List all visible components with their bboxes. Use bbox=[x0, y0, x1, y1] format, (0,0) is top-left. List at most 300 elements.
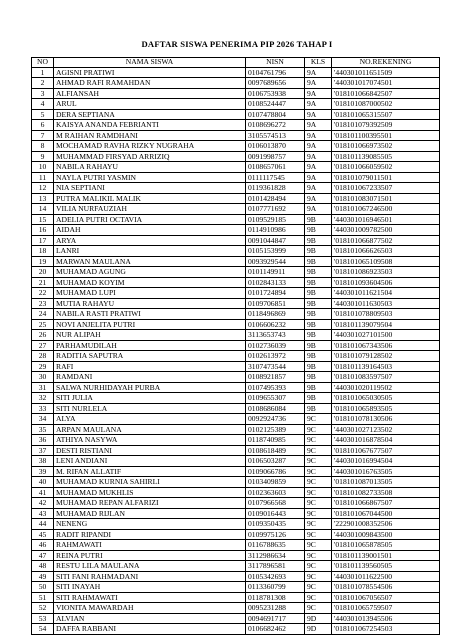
student-class: 9A bbox=[305, 172, 332, 183]
student-class: 9B bbox=[305, 277, 332, 288]
student-class: 9B bbox=[305, 246, 332, 257]
table-row bbox=[32, 561, 440, 572]
account-number: '018101083597507 bbox=[332, 372, 440, 383]
row-number: 34 bbox=[32, 414, 54, 425]
row-number: 54 bbox=[32, 624, 54, 635]
row-number: 30 bbox=[32, 372, 54, 383]
student-name: NAYLA PUTRI YASMIN bbox=[54, 172, 246, 183]
student-nisn: 0104761796 bbox=[246, 67, 305, 78]
student-class: 9C bbox=[305, 592, 332, 603]
student-nisn: 3105574513 bbox=[246, 130, 305, 141]
column-header-class: KLS bbox=[305, 58, 332, 68]
account-number: '018101087013505 bbox=[332, 477, 440, 488]
column-header-name: NAMA SISWA bbox=[54, 58, 246, 68]
table-row bbox=[32, 435, 440, 446]
student-name: MUHAMAD REPAN ALFARIZI bbox=[54, 498, 246, 509]
row-number: 52 bbox=[32, 603, 54, 614]
table-row bbox=[32, 466, 440, 477]
row-number: 1 bbox=[32, 67, 54, 78]
student-name: ARUL bbox=[54, 99, 246, 110]
student-nisn: 0102363603 bbox=[246, 487, 305, 498]
row-number: 12 bbox=[32, 183, 54, 194]
student-class: 9A bbox=[305, 162, 332, 173]
student-name: MOCHAMAD RAVHA RIZKY NUGRAHA bbox=[54, 141, 246, 152]
student-nisn: 3112986634 bbox=[246, 550, 305, 561]
student-name: NIA SEPTIANI bbox=[54, 183, 246, 194]
row-number: 53 bbox=[32, 613, 54, 624]
student-class: 9B bbox=[305, 298, 332, 309]
student-name: REINA PUTRI bbox=[54, 550, 246, 561]
account-number: '440301027101500 bbox=[332, 330, 440, 341]
student-class: 9B bbox=[305, 372, 332, 383]
account-number: '018101065759507 bbox=[332, 603, 440, 614]
student-nisn: 0103409859 bbox=[246, 477, 305, 488]
account-number: '018101139085505 bbox=[332, 151, 440, 162]
table-row bbox=[32, 529, 440, 540]
student-class: 9C bbox=[305, 424, 332, 435]
student-class: 9C bbox=[305, 603, 332, 614]
student-nisn: 0102613972 bbox=[246, 351, 305, 362]
document-title: DAFTAR SISWA PENERIMA PIP 2026 TAHAP I bbox=[141, 39, 333, 49]
student-class: 9A bbox=[305, 130, 332, 141]
student-class: 9B bbox=[305, 403, 332, 414]
student-name: ATHIYA NASYWA bbox=[54, 435, 246, 446]
table-row bbox=[32, 88, 440, 99]
table-row bbox=[32, 540, 440, 551]
account-number: '018101082733508 bbox=[332, 487, 440, 498]
table-row bbox=[32, 109, 440, 120]
table-row bbox=[32, 519, 440, 530]
student-nisn: 0106606232 bbox=[246, 319, 305, 330]
row-number: 16 bbox=[32, 225, 54, 236]
student-nisn: 0109350435 bbox=[246, 519, 305, 530]
student-name: ALFIANSAH bbox=[54, 88, 246, 99]
student-name: MUHAMAD KOYIM bbox=[54, 277, 246, 288]
student-name: ALVIAN bbox=[54, 613, 246, 624]
student-name: PARHAMUDILAH bbox=[54, 340, 246, 351]
student-class: 9B bbox=[305, 225, 332, 236]
row-number: 4 bbox=[32, 99, 54, 110]
account-number: '440301013945506 bbox=[332, 613, 440, 624]
account-number: '018101139079504 bbox=[332, 319, 440, 330]
student-name: NENENG bbox=[54, 519, 246, 530]
account-number: '018101067246500 bbox=[332, 204, 440, 215]
table-row bbox=[32, 183, 440, 194]
account-number: '018101065878505 bbox=[332, 540, 440, 551]
student-nisn: 0109706851 bbox=[246, 298, 305, 309]
row-number: 47 bbox=[32, 550, 54, 561]
column-header-nisn: NISN bbox=[246, 58, 305, 68]
row-number: 50 bbox=[32, 582, 54, 593]
row-number: 33 bbox=[32, 403, 54, 414]
account-number: '018101066626503 bbox=[332, 246, 440, 257]
account-number: '018101065030505 bbox=[332, 393, 440, 404]
student-nisn: 0107966568 bbox=[246, 498, 305, 509]
account-number: '440301016994504 bbox=[332, 456, 440, 467]
account-number: '018101065893505 bbox=[332, 403, 440, 414]
student-nisn: 0111117545 bbox=[246, 172, 305, 183]
row-number: 5 bbox=[32, 109, 54, 120]
table-row bbox=[32, 361, 440, 372]
student-nisn: 0108524447 bbox=[246, 99, 305, 110]
account-number: '018101078809503 bbox=[332, 309, 440, 320]
student-name: MUHAMMAD FIRSYAD ARRIZIQ bbox=[54, 151, 246, 162]
student-name: ALYA bbox=[54, 414, 246, 425]
student-nisn: 0106682462 bbox=[246, 624, 305, 635]
student-name: MUHAMAD KURNIA SAHIRLI bbox=[54, 477, 246, 488]
row-number: 41 bbox=[32, 487, 54, 498]
student-nisn: 0105342693 bbox=[246, 571, 305, 582]
table-row bbox=[32, 141, 440, 152]
account-number: '018101139164503 bbox=[332, 361, 440, 372]
student-name: ADELIA PUTRI OCTAVIA bbox=[54, 214, 246, 225]
student-name: RESTU LILA MAULANA bbox=[54, 561, 246, 572]
table-row bbox=[32, 267, 440, 278]
student-nisn: 0109016443 bbox=[246, 508, 305, 519]
student-name: MUHAMAD LUPI bbox=[54, 288, 246, 299]
student-class: 9B bbox=[305, 309, 332, 320]
student-class: 9B bbox=[305, 393, 332, 404]
student-nisn: 0118781308 bbox=[246, 592, 305, 603]
student-nisn: 0095231288 bbox=[246, 603, 305, 614]
row-number: 27 bbox=[32, 340, 54, 351]
table-row bbox=[32, 393, 440, 404]
student-class: 9D bbox=[305, 624, 332, 635]
table-row bbox=[32, 120, 440, 131]
student-name: SITI RAHMAWATI bbox=[54, 592, 246, 603]
student-nisn: 0118496869 bbox=[246, 309, 305, 320]
student-roster-table bbox=[31, 57, 440, 635]
table-row bbox=[32, 193, 440, 204]
table-row bbox=[32, 277, 440, 288]
student-name: SITI FANI RAHMADANI bbox=[54, 571, 246, 582]
account-number: '018101078554506 bbox=[332, 582, 440, 593]
row-number: 39 bbox=[32, 466, 54, 477]
table-row bbox=[32, 309, 440, 320]
student-name: ARPAN MAULANA bbox=[54, 424, 246, 435]
account-number: '018101066973502 bbox=[332, 141, 440, 152]
student-class: 9B bbox=[305, 288, 332, 299]
row-number: 37 bbox=[32, 445, 54, 456]
account-number: '440301016946501 bbox=[332, 214, 440, 225]
row-number: 19 bbox=[32, 256, 54, 267]
student-name: NABILA RASTI PRATIWI bbox=[54, 309, 246, 320]
student-name: SITI INAYAH bbox=[54, 582, 246, 593]
account-number: '018101083071501 bbox=[332, 193, 440, 204]
table-row bbox=[32, 445, 440, 456]
student-class: 9C bbox=[305, 550, 332, 561]
account-number: '018101066867507 bbox=[332, 498, 440, 509]
student-nisn: 0108921857 bbox=[246, 372, 305, 383]
table-row bbox=[32, 246, 440, 257]
account-number: '440301011651509 bbox=[332, 67, 440, 78]
table-row bbox=[32, 414, 440, 425]
row-number: 9 bbox=[32, 151, 54, 162]
account-number: '018101078130506 bbox=[332, 414, 440, 425]
student-nisn: 0107478804 bbox=[246, 109, 305, 120]
student-nisn: 0107495393 bbox=[246, 382, 305, 393]
table-row bbox=[32, 204, 440, 215]
account-number: '018101067233507 bbox=[332, 183, 440, 194]
row-number: 15 bbox=[32, 214, 54, 225]
row-number: 21 bbox=[32, 277, 54, 288]
table-row bbox=[32, 603, 440, 614]
table-row bbox=[32, 130, 440, 141]
student-class: 9C bbox=[305, 466, 332, 477]
account-number: '018101067343506 bbox=[332, 340, 440, 351]
student-class: 9A bbox=[305, 193, 332, 204]
student-name: DESTI RISTIANI bbox=[54, 445, 246, 456]
account-number: '018101093604506 bbox=[332, 277, 440, 288]
table-row bbox=[32, 571, 440, 582]
student-class: 9C bbox=[305, 519, 332, 530]
table-row bbox=[32, 498, 440, 509]
account-number: '018101086923503 bbox=[332, 267, 440, 278]
column-header-no: NO bbox=[32, 58, 54, 68]
student-class: 9C bbox=[305, 582, 332, 593]
student-name: RADIT RIPANDI bbox=[54, 529, 246, 540]
row-number: 38 bbox=[32, 456, 54, 467]
student-class: 9C bbox=[305, 477, 332, 488]
student-nisn: 0109529185 bbox=[246, 214, 305, 225]
student-name: MUHAMAD AGUNG bbox=[54, 267, 246, 278]
student-nisn: 0093929544 bbox=[246, 256, 305, 267]
row-number: 28 bbox=[32, 351, 54, 362]
student-class: 9B bbox=[305, 319, 332, 330]
student-class: 9A bbox=[305, 78, 332, 89]
row-number: 44 bbox=[32, 519, 54, 530]
row-number: 6 bbox=[32, 120, 54, 131]
row-number: 24 bbox=[32, 309, 54, 320]
student-class: 9D bbox=[305, 613, 332, 624]
table-row bbox=[32, 288, 440, 299]
student-nisn: 0105153999 bbox=[246, 246, 305, 257]
table-row bbox=[32, 225, 440, 236]
row-number: 22 bbox=[32, 288, 54, 299]
account-number: '440301016763505 bbox=[332, 466, 440, 477]
row-number: 46 bbox=[32, 540, 54, 551]
table-row bbox=[32, 319, 440, 330]
student-class: 9B bbox=[305, 214, 332, 225]
student-class: 9A bbox=[305, 109, 332, 120]
account-number: '440301011622500 bbox=[332, 571, 440, 582]
student-class: 9C bbox=[305, 487, 332, 498]
student-name: DAFFA RABBANI bbox=[54, 624, 246, 635]
student-nisn: 0106503287 bbox=[246, 456, 305, 467]
student-class: 9B bbox=[305, 382, 332, 393]
table-row bbox=[32, 67, 440, 78]
table-row bbox=[32, 256, 440, 267]
account-number: '018101067056507 bbox=[332, 592, 440, 603]
row-number: 31 bbox=[32, 382, 54, 393]
column-header-account: NO.REKENING bbox=[332, 58, 440, 68]
account-number: '018101100395501 bbox=[332, 130, 440, 141]
account-number: '440301009782500 bbox=[332, 225, 440, 236]
student-nisn: 0101724894 bbox=[246, 288, 305, 299]
student-class: 9C bbox=[305, 414, 332, 425]
account-number: '018101067254503 bbox=[332, 624, 440, 635]
student-nisn: 0106753938 bbox=[246, 88, 305, 99]
table-row bbox=[32, 162, 440, 173]
account-number: '018101079128502 bbox=[332, 351, 440, 362]
student-name: VILIA NURFAUZIAH bbox=[54, 204, 246, 215]
table-row bbox=[32, 235, 440, 246]
student-class: 9B bbox=[305, 351, 332, 362]
table-row bbox=[32, 477, 440, 488]
student-class: 9C bbox=[305, 561, 332, 572]
table-row bbox=[32, 372, 440, 383]
student-nisn: 3107473544 bbox=[246, 361, 305, 372]
table-row bbox=[32, 78, 440, 89]
student-class: 9C bbox=[305, 508, 332, 519]
row-number: 49 bbox=[32, 571, 54, 582]
student-name: VIONITA MAWARDAH bbox=[54, 603, 246, 614]
account-number: '018101067677507 bbox=[332, 445, 440, 456]
student-nisn: 0109655307 bbox=[246, 393, 305, 404]
student-nisn: 0102736039 bbox=[246, 340, 305, 351]
student-nisn: 0107771692 bbox=[246, 204, 305, 215]
student-class: 9B bbox=[305, 330, 332, 341]
student-name: NABILA RAHAYU bbox=[54, 162, 246, 173]
account-number: '018101066059502 bbox=[332, 162, 440, 173]
student-class: 9B bbox=[305, 340, 332, 351]
student-nisn: 0119361828 bbox=[246, 183, 305, 194]
row-number: 25 bbox=[32, 319, 54, 330]
row-number: 45 bbox=[32, 529, 54, 540]
student-nisn: 0114910986 bbox=[246, 225, 305, 236]
table-row bbox=[32, 613, 440, 624]
student-nisn: 0091044847 bbox=[246, 235, 305, 246]
student-name: LENI ANDIANI bbox=[54, 456, 246, 467]
student-class: 9C bbox=[305, 571, 332, 582]
table-header-row bbox=[32, 58, 440, 68]
student-class: 9C bbox=[305, 456, 332, 467]
student-name: LANRI bbox=[54, 246, 246, 257]
table-row bbox=[32, 592, 440, 603]
account-number: '440301011630503 bbox=[332, 298, 440, 309]
student-nisn: 0108686084 bbox=[246, 403, 305, 414]
student-nisn: 0113360799 bbox=[246, 582, 305, 593]
student-name: RAFI bbox=[54, 361, 246, 372]
account-number: '018101079392509 bbox=[332, 120, 440, 131]
account-number: '440301027123502 bbox=[332, 424, 440, 435]
student-nisn: 0097689656 bbox=[246, 78, 305, 89]
student-nisn: 3113653743 bbox=[246, 330, 305, 341]
student-name: NOVI ANJELITA PUTRI bbox=[54, 319, 246, 330]
student-nisn: 0102125389 bbox=[246, 424, 305, 435]
student-name: NUR ALIPAH bbox=[54, 330, 246, 341]
row-number: 14 bbox=[32, 204, 54, 215]
row-number: 36 bbox=[32, 435, 54, 446]
student-class: 9C bbox=[305, 529, 332, 540]
table-row bbox=[32, 382, 440, 393]
student-class: 9A bbox=[305, 141, 332, 152]
student-class: 9C bbox=[305, 498, 332, 509]
account-number: '440301009843500 bbox=[332, 529, 440, 540]
student-nisn: 0108696272 bbox=[246, 120, 305, 131]
table-row bbox=[32, 508, 440, 519]
student-nisn: 0102843133 bbox=[246, 277, 305, 288]
student-nisn: 0094691717 bbox=[246, 613, 305, 624]
account-number: '440301020119502 bbox=[332, 382, 440, 393]
row-number: 8 bbox=[32, 141, 54, 152]
student-class: 9A bbox=[305, 183, 332, 194]
student-name: AHMAD RAFI RAMAHDAN bbox=[54, 78, 246, 89]
row-number: 17 bbox=[32, 235, 54, 246]
student-name: SITI NURLELA bbox=[54, 403, 246, 414]
row-number: 35 bbox=[32, 424, 54, 435]
student-name: SITI JULIA bbox=[54, 393, 246, 404]
table-row bbox=[32, 340, 440, 351]
student-class: 9B bbox=[305, 361, 332, 372]
student-nisn: 3117896581 bbox=[246, 561, 305, 572]
row-number: 32 bbox=[32, 393, 54, 404]
row-number: 13 bbox=[32, 193, 54, 204]
account-number: '018101066842507 bbox=[332, 88, 440, 99]
row-number: 48 bbox=[32, 561, 54, 572]
row-number: 11 bbox=[32, 172, 54, 183]
student-class: 9B bbox=[305, 256, 332, 267]
table-row bbox=[32, 330, 440, 341]
row-number: 18 bbox=[32, 246, 54, 257]
student-name: DERA SEPTIANA bbox=[54, 109, 246, 120]
student-name: M. RIFAN ALLATIF bbox=[54, 466, 246, 477]
row-number: 43 bbox=[32, 508, 54, 519]
row-number: 7 bbox=[32, 130, 54, 141]
student-class: 9B bbox=[305, 235, 332, 246]
account-number: '018101067044500 bbox=[332, 508, 440, 519]
student-class: 9C bbox=[305, 540, 332, 551]
student-name: PUTRA MALIKIL MALIK bbox=[54, 193, 246, 204]
student-name: MUHAMAD MUKHLIS bbox=[54, 487, 246, 498]
table-row bbox=[32, 151, 440, 162]
student-name: MUTIA RAHAYU bbox=[54, 298, 246, 309]
table-row bbox=[32, 298, 440, 309]
student-nisn: 0108657061 bbox=[246, 162, 305, 173]
student-nisn: 0116788635 bbox=[246, 540, 305, 551]
row-number: 10 bbox=[32, 162, 54, 173]
account-number: '018101079011501 bbox=[332, 172, 440, 183]
table-row bbox=[32, 456, 440, 467]
account-number: '440301011621504 bbox=[332, 288, 440, 299]
account-number: '018101139001501 bbox=[332, 550, 440, 561]
table-row bbox=[32, 214, 440, 225]
student-class: 9A bbox=[305, 120, 332, 131]
student-nisn: 0092924736 bbox=[246, 414, 305, 425]
student-class: 9A bbox=[305, 99, 332, 110]
student-nisn: 0101428494 bbox=[246, 193, 305, 204]
row-number: 26 bbox=[32, 330, 54, 341]
student-class: 9C bbox=[305, 445, 332, 456]
table-row bbox=[32, 582, 440, 593]
account-number: '018101065109508 bbox=[332, 256, 440, 267]
student-class: 9A bbox=[305, 151, 332, 162]
table-row bbox=[32, 172, 440, 183]
table-row bbox=[32, 624, 440, 635]
account-number: '440301017074501 bbox=[332, 78, 440, 89]
table-row bbox=[32, 424, 440, 435]
student-name: ARYA bbox=[54, 235, 246, 246]
student-name: AGISNI PRATIWI bbox=[54, 67, 246, 78]
account-number: '440301016878504 bbox=[332, 435, 440, 446]
account-number: '018101139560505 bbox=[332, 561, 440, 572]
student-nisn: 0109066786 bbox=[246, 466, 305, 477]
student-nisn: 0101149911 bbox=[246, 267, 305, 278]
table-row bbox=[32, 351, 440, 362]
student-name: RADITIA SAPUTRA bbox=[54, 351, 246, 362]
row-number: 3 bbox=[32, 88, 54, 99]
student-class: 9A bbox=[305, 88, 332, 99]
